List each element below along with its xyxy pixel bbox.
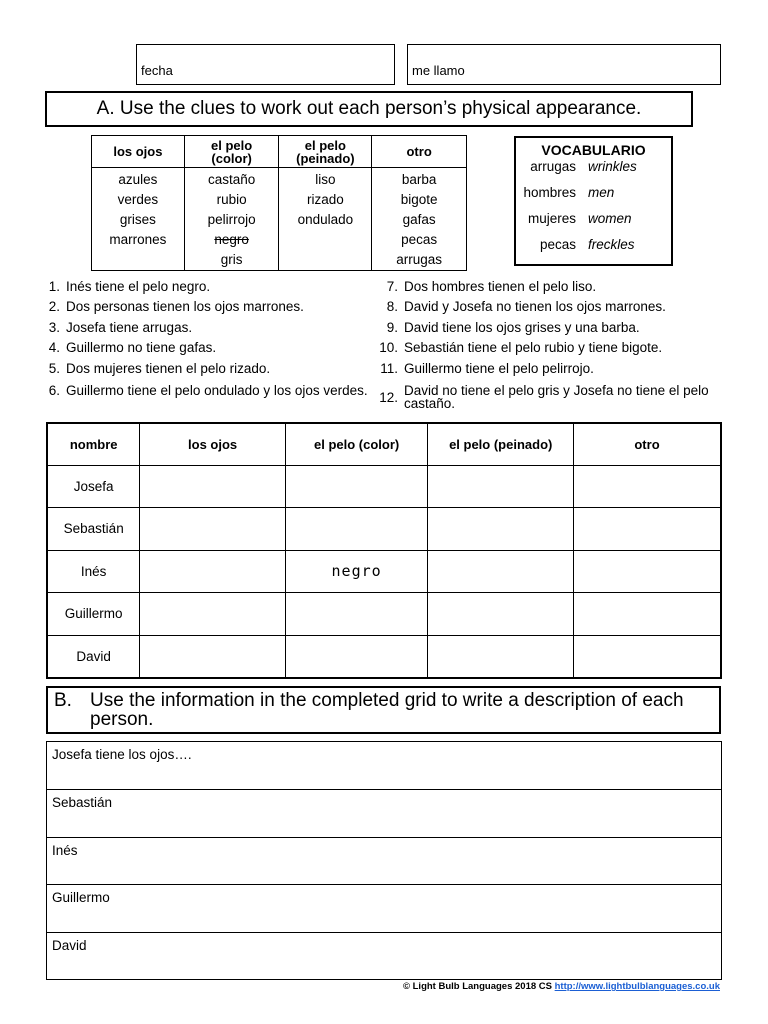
grid-answer-cell[interactable] <box>140 635 285 678</box>
option-item: rizado <box>306 192 344 207</box>
option-item: barba <box>401 172 437 187</box>
clue-item: 7. Dos hombres tienen el pelo liso. <box>386 279 597 294</box>
writing-row-label: Inés <box>52 842 78 858</box>
options-table <box>91 135 467 271</box>
writing-area <box>46 741 722 980</box>
options-ojos <box>92 168 185 271</box>
options-header-pelo-color: el pelo (color) <box>184 136 279 168</box>
grid-name-cell: Sebastián <box>47 508 140 551</box>
writing-row-label: David <box>52 938 87 954</box>
grid-answer-cell[interactable] <box>140 508 285 551</box>
vocab-spanish: arrugas <box>530 159 576 174</box>
grid-header: el pelo (color) <box>285 423 428 465</box>
writing-row-label: Guillermo <box>52 890 110 906</box>
clue-item: 9. David tiene los ojos grises y una barba. <box>386 320 640 335</box>
options-header-pelo-peinado: el pelo (peinado) <box>279 136 372 168</box>
grid-name-cell: Inés <box>47 550 140 593</box>
answer-grid <box>46 422 722 679</box>
section-b-text: Use the information in the completed grid to write a description of each person. <box>90 690 684 730</box>
section-a-title: A. Use the clues to work out each person’s physical appearance. <box>45 91 693 127</box>
option-item: pelirrojo <box>207 212 256 227</box>
grid-header: los ojos <box>140 423 285 465</box>
grid-answer-cell[interactable] <box>574 508 721 551</box>
me-llamo-field[interactable] <box>407 44 721 85</box>
grid-answer-cell-handwritten[interactable]: negro <box>285 550 428 593</box>
grid-header: el pelo (peinado) <box>428 423 574 465</box>
writing-row-label: Josefa tiene los ojos…. <box>52 747 192 762</box>
option-item: azules <box>118 172 158 187</box>
grid-row <box>47 465 721 508</box>
option-item: liso <box>315 172 336 187</box>
option-item: ondulado <box>297 212 354 227</box>
option-item: gris <box>220 252 243 267</box>
grid-answer-cell[interactable] <box>140 593 285 636</box>
option-item: pecas <box>401 232 438 247</box>
grid-row <box>47 593 721 636</box>
grid-answer-cell[interactable] <box>428 465 574 508</box>
options-otro <box>372 168 467 271</box>
grid-name-cell: Guillermo <box>47 593 140 636</box>
writing-row-josefa[interactable] <box>47 742 721 790</box>
footer <box>403 981 720 992</box>
grid-answer-cell[interactable] <box>574 550 721 593</box>
clue-item: 5. Dos mujeres tienen el pelo rizado. <box>48 361 271 376</box>
vocabulary-box <box>514 136 673 266</box>
grid-answer-cell[interactable] <box>428 550 574 593</box>
clue-item: 6. Guillermo tiene el pelo ondulado y los ojos verdes. <box>48 383 368 398</box>
clue-item: 3. Josefa tiene arrugas. <box>48 320 193 335</box>
grid-answer-cell[interactable] <box>140 550 285 593</box>
options-header-ojos: los ojos <box>92 136 185 168</box>
option-item-crossed-out: negro <box>214 232 249 247</box>
vocab-english: wrinkles <box>588 159 637 174</box>
grid-answer-cell[interactable] <box>140 465 285 508</box>
grid-name-cell: David <box>47 635 140 678</box>
fecha-label: fecha <box>141 63 173 78</box>
grid-answer-cell[interactable] <box>574 465 721 508</box>
vocab-row <box>516 209 671 235</box>
option-item: castaño <box>207 172 256 187</box>
grid-row <box>47 508 721 551</box>
grid-answer-cell[interactable] <box>428 635 574 678</box>
writing-row-david[interactable] <box>47 933 721 981</box>
clue-item: 2. Dos personas tienen los ojos marrones. <box>48 299 304 314</box>
writing-row-label: Sebastián <box>52 794 113 810</box>
grid-header: nombre <box>47 423 140 465</box>
options-pelo-color <box>184 168 279 271</box>
section-b-title <box>46 686 721 734</box>
grid-header: otro <box>574 423 721 465</box>
grid-answer-cell[interactable] <box>285 635 428 678</box>
vocabulary-title: VOCABULARIO <box>541 142 646 158</box>
grid-row <box>47 550 721 593</box>
vocab-row <box>516 183 671 209</box>
clue-item: 1. Inés tiene el pelo negro. <box>48 279 211 294</box>
option-item: verdes <box>117 192 159 207</box>
option-item: rubio <box>216 192 247 207</box>
grid-name-cell: Josefa <box>47 465 140 508</box>
grid-answer-cell[interactable] <box>428 593 574 636</box>
grid-row <box>47 635 721 678</box>
vocab-spanish: hombres <box>523 185 576 200</box>
vocab-row <box>516 235 671 261</box>
clue-item: 10. Sebastián tiene el pelo rubio y tiene bigote. <box>379 340 663 355</box>
grid-answer-cell[interactable] <box>285 593 428 636</box>
clue-item: 11. Guillermo tiene el pelo pelirrojo. <box>380 361 594 376</box>
me-llamo-label: me llamo <box>412 63 465 78</box>
vocab-english: women <box>588 211 632 226</box>
vocab-row <box>516 157 671 183</box>
option-item: bigote <box>400 192 438 207</box>
writing-row-sebastian[interactable] <box>47 790 721 838</box>
clue-item: 4. Guillermo no tiene gafas. <box>48 340 217 355</box>
grid-answer-cell[interactable] <box>574 593 721 636</box>
grid-answer-cell[interactable] <box>285 465 428 508</box>
options-header-otro: otro <box>372 136 467 168</box>
option-item: grises <box>119 212 156 227</box>
option-item: marrones <box>109 232 167 247</box>
vocab-english: men <box>588 185 615 200</box>
vocab-spanish: mujeres <box>527 211 576 226</box>
vocab-spanish: pecas <box>539 237 576 252</box>
grid-answer-cell[interactable] <box>428 508 574 551</box>
options-pelo-peinado <box>279 168 372 271</box>
option-item: gafas <box>402 212 436 227</box>
fecha-field[interactable] <box>136 44 395 85</box>
grid-answer-cell[interactable] <box>574 635 721 678</box>
writing-row-guillermo[interactable] <box>47 885 721 933</box>
grid-answer-cell[interactable] <box>285 508 428 551</box>
copyright-text: © Light Bulb Languages 2018 CS <box>402 981 552 992</box>
option-item: arrugas <box>396 252 443 267</box>
website-link[interactable]: http://www.lightbulblanguages.co.uk <box>554 981 720 992</box>
writing-row-ines[interactable] <box>47 838 721 886</box>
clue-item: 12. David no tiene el pelo gris y Josefa no tiene el pelo castaño. <box>379 383 709 411</box>
vocab-english: freckles <box>588 237 635 252</box>
section-b-label: B. <box>54 690 72 711</box>
clue-item: 8. David y Josefa no tienen los ojos marrones. <box>386 299 666 314</box>
